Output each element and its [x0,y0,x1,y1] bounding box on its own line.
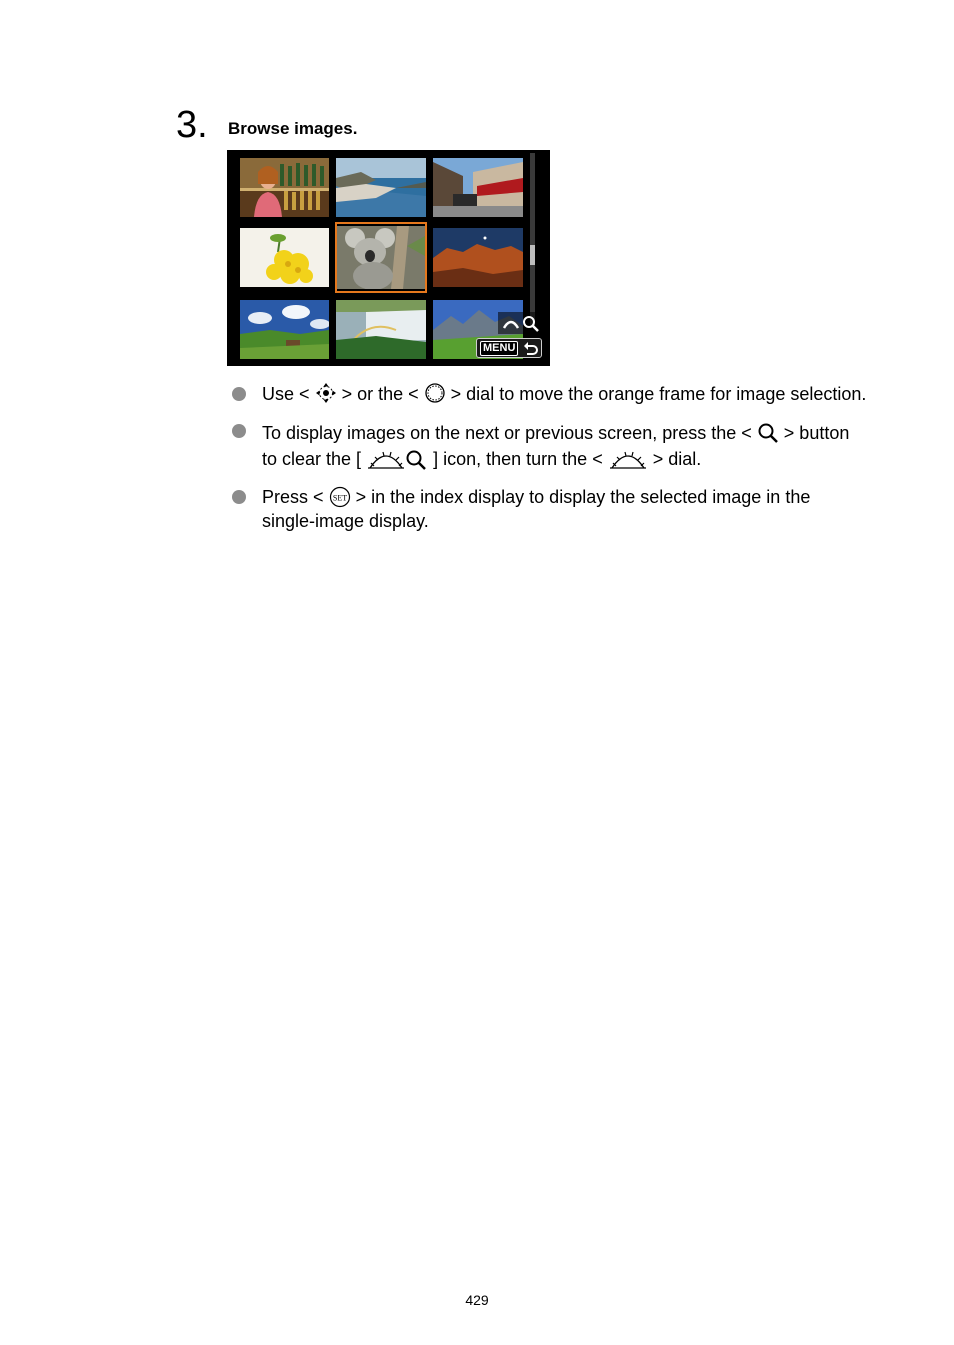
thumbnail-woman-in-bar[interactable] [240,158,329,217]
thumbnail-koala[interactable] [337,226,425,289]
camera-index-screen [227,150,550,366]
multi-controller-icon [315,383,337,403]
bullet-dot [232,387,246,401]
main-dial-icon [608,448,648,470]
step-title: Browse images. [228,119,358,138]
set-button-icon [329,486,351,508]
page-number: 429 [465,1292,489,1308]
thumbnail-green-valley-sky[interactable] [240,300,329,359]
dial-zoom-badge-icon [498,312,544,334]
thumbnail-yellow-flowers[interactable] [240,228,329,287]
bullet-item: Press < SET > in the index display to display the selected image in the single-image display. [228,486,868,532]
quick-control-dial-icon [424,382,446,404]
thumbnail-coastal-city[interactable] [336,158,426,217]
thumbnail-waterfall-rainbow[interactable] [336,300,426,359]
magnify-icon [757,422,779,444]
thumbnail-red-rock-mountains[interactable] [433,228,523,287]
svg-text:SET: SET [332,493,347,502]
return-icon [523,341,539,355]
bullet-dot [232,490,246,504]
menu-return-button[interactable] [476,338,542,358]
menu-label: MENU [480,341,518,356]
scroll-bar-thumb[interactable] [530,245,535,265]
main-dial-magnify-icon [366,448,428,470]
scroll-bar[interactable] [530,153,535,328]
step-number: 3. [176,104,208,146]
bullet-dot [232,424,246,438]
bullet-item: Use < > or the < > dial to move the orange frame for image selection. [228,383,868,406]
thumbnail-street-cafe[interactable] [433,158,523,217]
bullet-item: To display images on the next or previous screen, press the < > button to clear the [ ] icon, then turn the < > dial. [228,420,868,472]
